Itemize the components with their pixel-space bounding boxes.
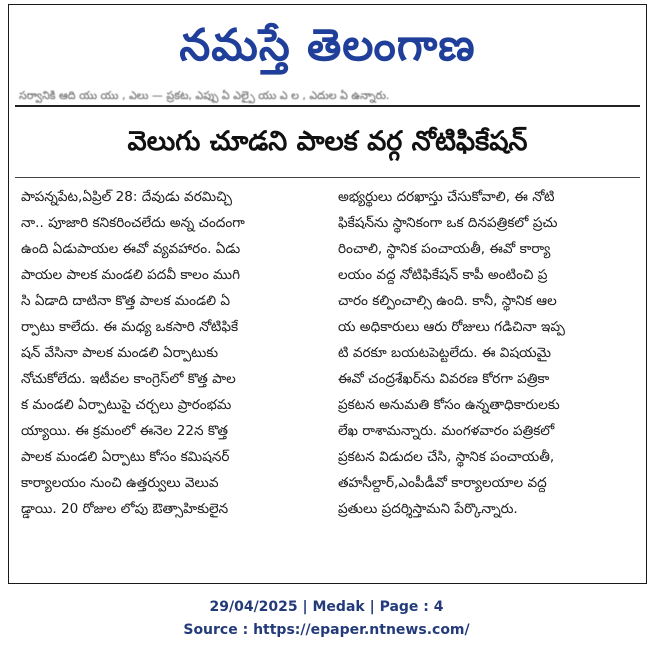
article-column-right bbox=[338, 184, 634, 522]
newspaper-clipping bbox=[8, 4, 647, 584]
cut-off-text-line: సర్వానికి ఆది యు యు , ఎలు — ప్రకట, ఎప్పు ఏ ఎల్పై యు ఎ ల , ఎదుల ఏ ఉన్నారు. bbox=[19, 89, 390, 102]
article-line: ప్రకటన విడుదల చేసి, స్థానిక పంచాయతీ, bbox=[338, 449, 555, 465]
headline bbox=[9, 107, 646, 177]
article-line: చారం కల్పించాల్సి ఉంది. కానీ, స్థానిక ఆల bbox=[338, 293, 557, 309]
article-line: పాలక మండలి ఏర్పాటు కోసం కమిషనర్ bbox=[21, 449, 230, 465]
article-line: ప్రకటన అనుమతి కోసం ఉన్నతాధికారులకు bbox=[338, 397, 560, 413]
footer-dateline: 29/04/2025 | Medak | Page : 4 bbox=[209, 599, 444, 615]
article-line: ఫికేషన్‌ను స్థానికంగా ఒక దినపత్రికలో ప్రచు bbox=[338, 215, 558, 231]
article-line: అభ్యర్థులు దరఖాస్తు చేసుకోవాలి, ఈ నోటి bbox=[338, 189, 555, 205]
article-line: షన్ వేసినా పాలక మండలి ఏర్పాటుకు bbox=[21, 345, 219, 361]
article-line: రించాలి, స్థానిక పంచాయతీ, ఈవో కార్యా bbox=[338, 241, 551, 257]
footer-source: Source : https://epaper.ntnews.com/ bbox=[183, 622, 470, 638]
article-line: పాయల పాలక మండలి పదవీ కాలం ముగి bbox=[21, 267, 241, 283]
article-line: క మండలి ఏర్పాటుపై చర్చలు ప్రారంభమ bbox=[21, 397, 232, 413]
article-line: నా.. పూజారి కనికరించలేదు అన్న చందంగా bbox=[21, 215, 245, 231]
article-line: ప్రతులు ప్రదర్శిస్తామని పేర్కొన్నారు. bbox=[338, 501, 518, 517]
article-line: నోచుకోలేదు. ఇటీవల కాంగ్రెస్‌లో కొత్త పాల bbox=[21, 371, 236, 387]
footer bbox=[0, 596, 653, 642]
article-line: తహసీల్దార్,ఎంపీడీవో కార్యాలయాల వద్ద bbox=[338, 475, 547, 491]
article-line: సి ఏడాది దాటినా కొత్త పాలక మండలి ఏ bbox=[21, 293, 231, 309]
article-line: డ్డాయి. 20 రోజుల లోపు ఔత్సాహికులైన bbox=[21, 501, 229, 517]
article-body bbox=[9, 178, 646, 522]
article-line: ఈవో చంద్రశేఖర్‌ను వివరణ కోరగా పత్రికా bbox=[338, 371, 550, 387]
article-line: లేఖ రాశామన్నారు. మంగళవారం పత్రికలో bbox=[338, 423, 555, 439]
article-line: కార్యాలయం నుంచి ఉత్తర్వులు వెలువ bbox=[21, 475, 219, 491]
article-line: టి వరకూ బయటపెట్టలేదు. ఈ విషయమై bbox=[338, 345, 552, 361]
article-column-left bbox=[21, 184, 317, 522]
headline-text: వెలుగు చూడని పాలక వర్గ నోటిఫికేషన్ bbox=[127, 126, 528, 158]
article-line: పాపన్నపేట,ఏప్రిల్ 28: దేవుడు వరమిచ్చి bbox=[21, 189, 233, 205]
article-line: ఉంది ఏడుపాయల ఈవో వ్యవహారం. ఏడు bbox=[21, 241, 241, 257]
article-line: య్యాయి. ఈ క్రమంలో ఈనెల 22న కొత్త bbox=[21, 423, 228, 439]
masthead bbox=[9, 5, 646, 87]
article-line: య అధికారులు ఆరు రోజులు గడిచినా ఇప్ప bbox=[338, 319, 565, 335]
masthead-title: నమస్తే తెలంగాణ bbox=[179, 20, 476, 71]
article-line: లయం వద్ద నోటిఫికేషన్ కాపీ అంటించి ప్ర bbox=[338, 267, 548, 283]
article-line: ర్పాటు కాలేదు. ఈ మధ్య ఒకసారి నోటిఫికే bbox=[21, 319, 239, 335]
